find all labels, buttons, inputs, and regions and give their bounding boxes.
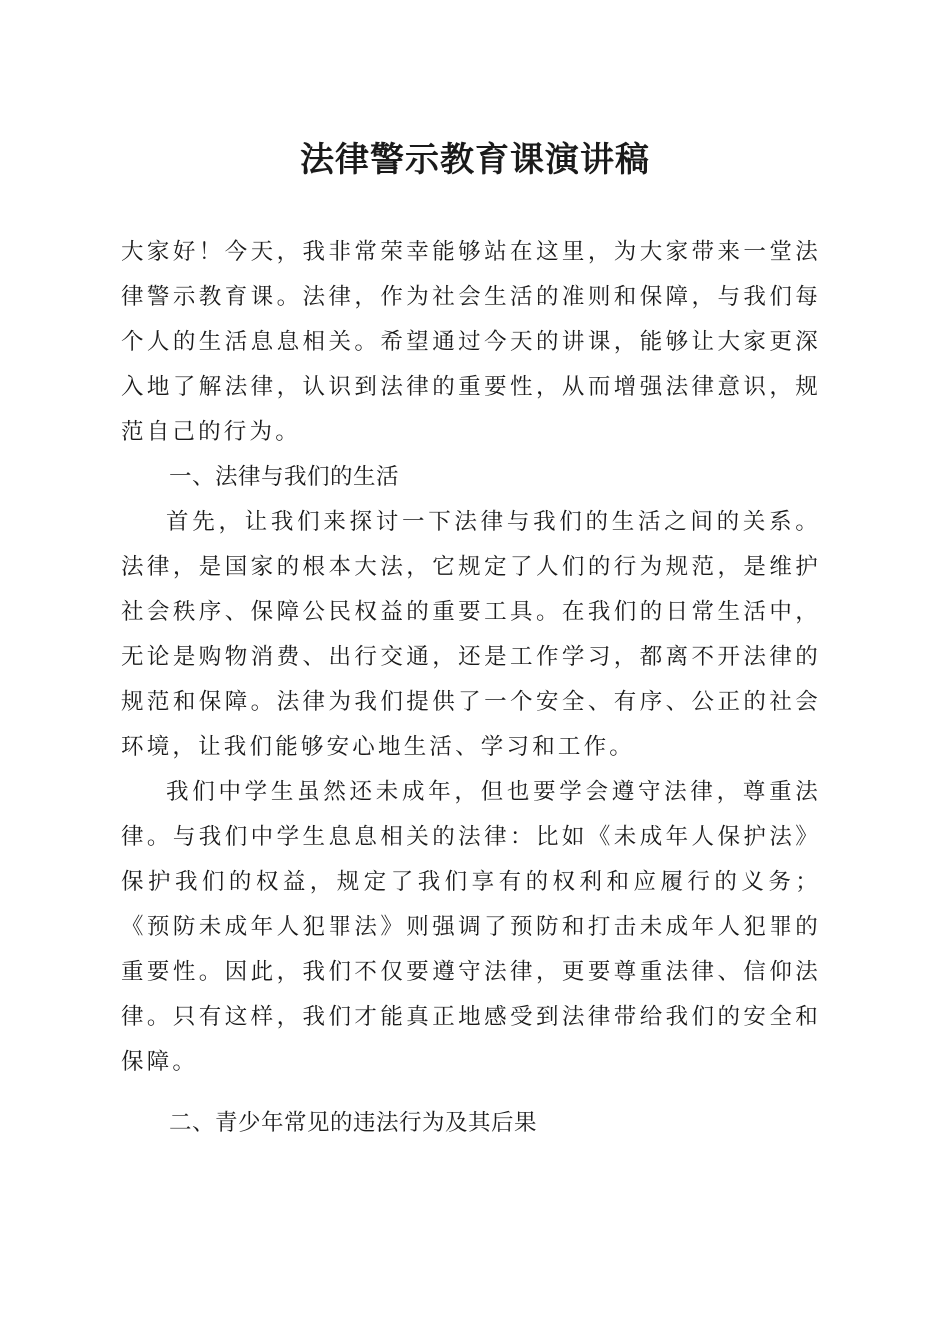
section-heading-1: 一、法律与我们的生活 — [169, 464, 400, 490]
document-body — [121, 230, 821, 1146]
body-paragraph: 我们中学生虽然还未成年，但也要学会遵守法律，尊重法律。与我们中学生息息相关的法律：比如《未成年人保护法》保护我们的权益，规定了我们享有的权利和应履行的义务；《预防未成年人犯罪法》则强调了预防和打击未成年人犯罪的重要性。因此，我们不仅要遵守法律，更要尊重法律、信仰法律。只有这样，我们才能真正地感受到法律带给我们的安全和保障。 — [121, 779, 821, 1075]
section-heading-2: 二、青少年常见的违法行为及其后果 — [169, 1110, 538, 1136]
body-paragraph: 首先，让我们来探讨一下法律与我们的生活之间的关系。法律，是国家的根本大法，它规定了人们的行为规范，是维护社会秩序、保障公民权益的重要工具。在我们的日常生活中，无论是购物消费、出行交通，还是工作学习，都离不开法律的规范和保障。法律为我们提供了一个安全、有序、公正的社会环境，让我们能够安心地生活、学习和工作。 — [121, 509, 821, 760]
page-title: 法律警示教育课演讲稿 — [300, 140, 650, 180]
intro-paragraph: 大家好！今天，我非常荣幸能够站在这里，为大家带来一堂法律警示教育课。法律，作为社会生活的准则和保障，与我们每个人的生活息息相关。希望通过今天的讲课，能够让大家更深入地了解法律，认识到法律的重要性，从而增强法律意识，规范自己的行为。 — [121, 239, 821, 445]
